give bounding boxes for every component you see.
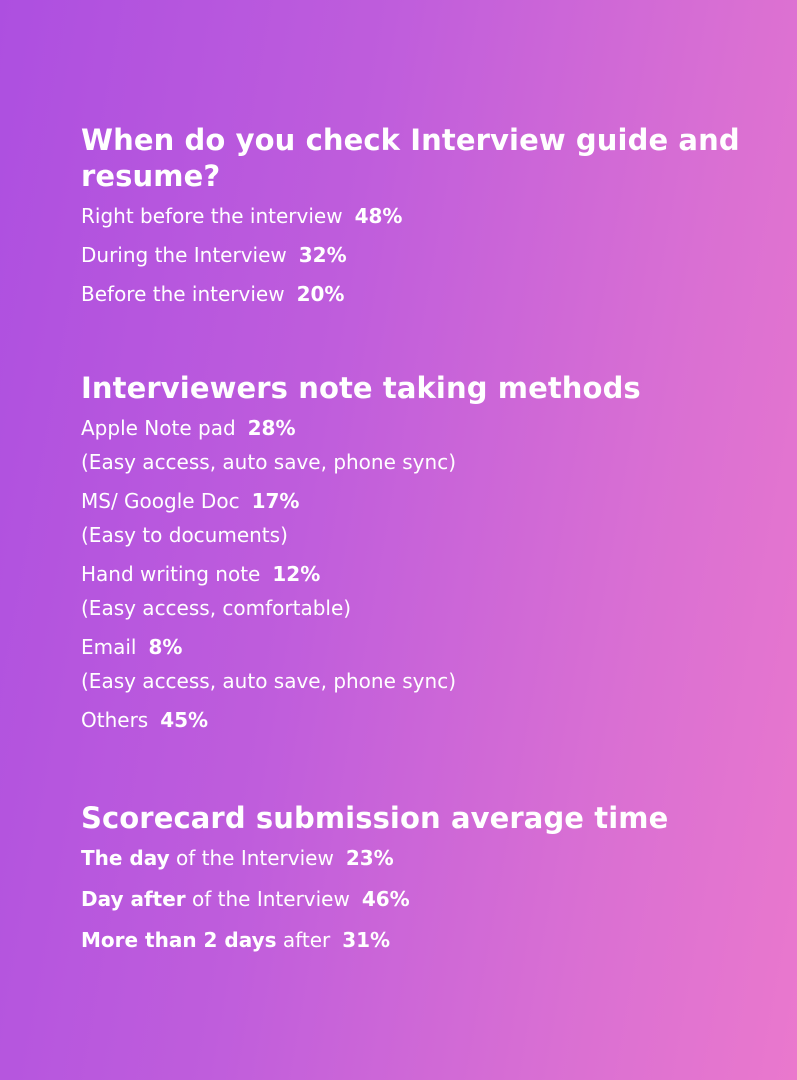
- item-emphasis: The day: [81, 846, 170, 870]
- list-item: [81, 928, 757, 953]
- item-percentage: 45%: [160, 708, 209, 732]
- list-item: [81, 416, 757, 475]
- item-note: (Easy access, auto save, phone sync): [81, 669, 456, 693]
- list-item: [81, 635, 757, 694]
- list-item: [81, 204, 757, 229]
- item-label: after: [276, 928, 331, 952]
- section-title: When do you check Interview guide and resume?: [81, 123, 740, 193]
- item-label: MS/ Google Doc: [81, 489, 240, 513]
- item-label: of the Interview: [169, 846, 334, 870]
- item-label: During the Interview: [81, 243, 287, 267]
- item-emphasis: Day after: [81, 887, 186, 911]
- item-percentage: 48%: [354, 204, 403, 228]
- item-percentage: 46%: [361, 887, 410, 911]
- item-note: (Easy access, comfortable): [81, 596, 352, 620]
- item-percentage: 17%: [251, 489, 300, 513]
- item-percentage: 23%: [345, 846, 394, 870]
- list-item: [81, 562, 757, 621]
- item-percentage: 12%: [272, 562, 321, 586]
- item-percentage: 8%: [148, 635, 183, 659]
- item-percentage: 28%: [247, 416, 296, 440]
- list-item: [81, 243, 757, 268]
- list-item: [81, 846, 757, 871]
- section-title: Scorecard submission average time: [81, 801, 669, 835]
- item-note: (Easy access, auto save, phone sync): [81, 450, 456, 474]
- item-emphasis: More than 2 days: [81, 928, 277, 952]
- item-label: Apple Note pad: [81, 416, 236, 440]
- item-label: Right before the interview: [81, 204, 343, 228]
- list-item: [81, 282, 757, 307]
- list-item: [81, 708, 757, 733]
- list-item: [81, 489, 757, 548]
- item-label: Before the interview: [81, 282, 285, 306]
- item-label: of the Interview: [185, 887, 350, 911]
- section-note-taking: [81, 370, 757, 733]
- section-scorecard-time: [81, 800, 757, 953]
- item-label: Email: [81, 635, 137, 659]
- item-label: Others: [81, 708, 149, 732]
- section-check-guide: [81, 122, 757, 307]
- item-percentage: 32%: [298, 243, 347, 267]
- item-percentage: 20%: [296, 282, 345, 306]
- item-label: Hand writing note: [81, 562, 261, 586]
- section-title: Interviewers note taking methods: [81, 371, 641, 405]
- item-note: (Easy to documents): [81, 523, 288, 547]
- item-percentage: 31%: [342, 928, 391, 952]
- list-item: [81, 887, 757, 912]
